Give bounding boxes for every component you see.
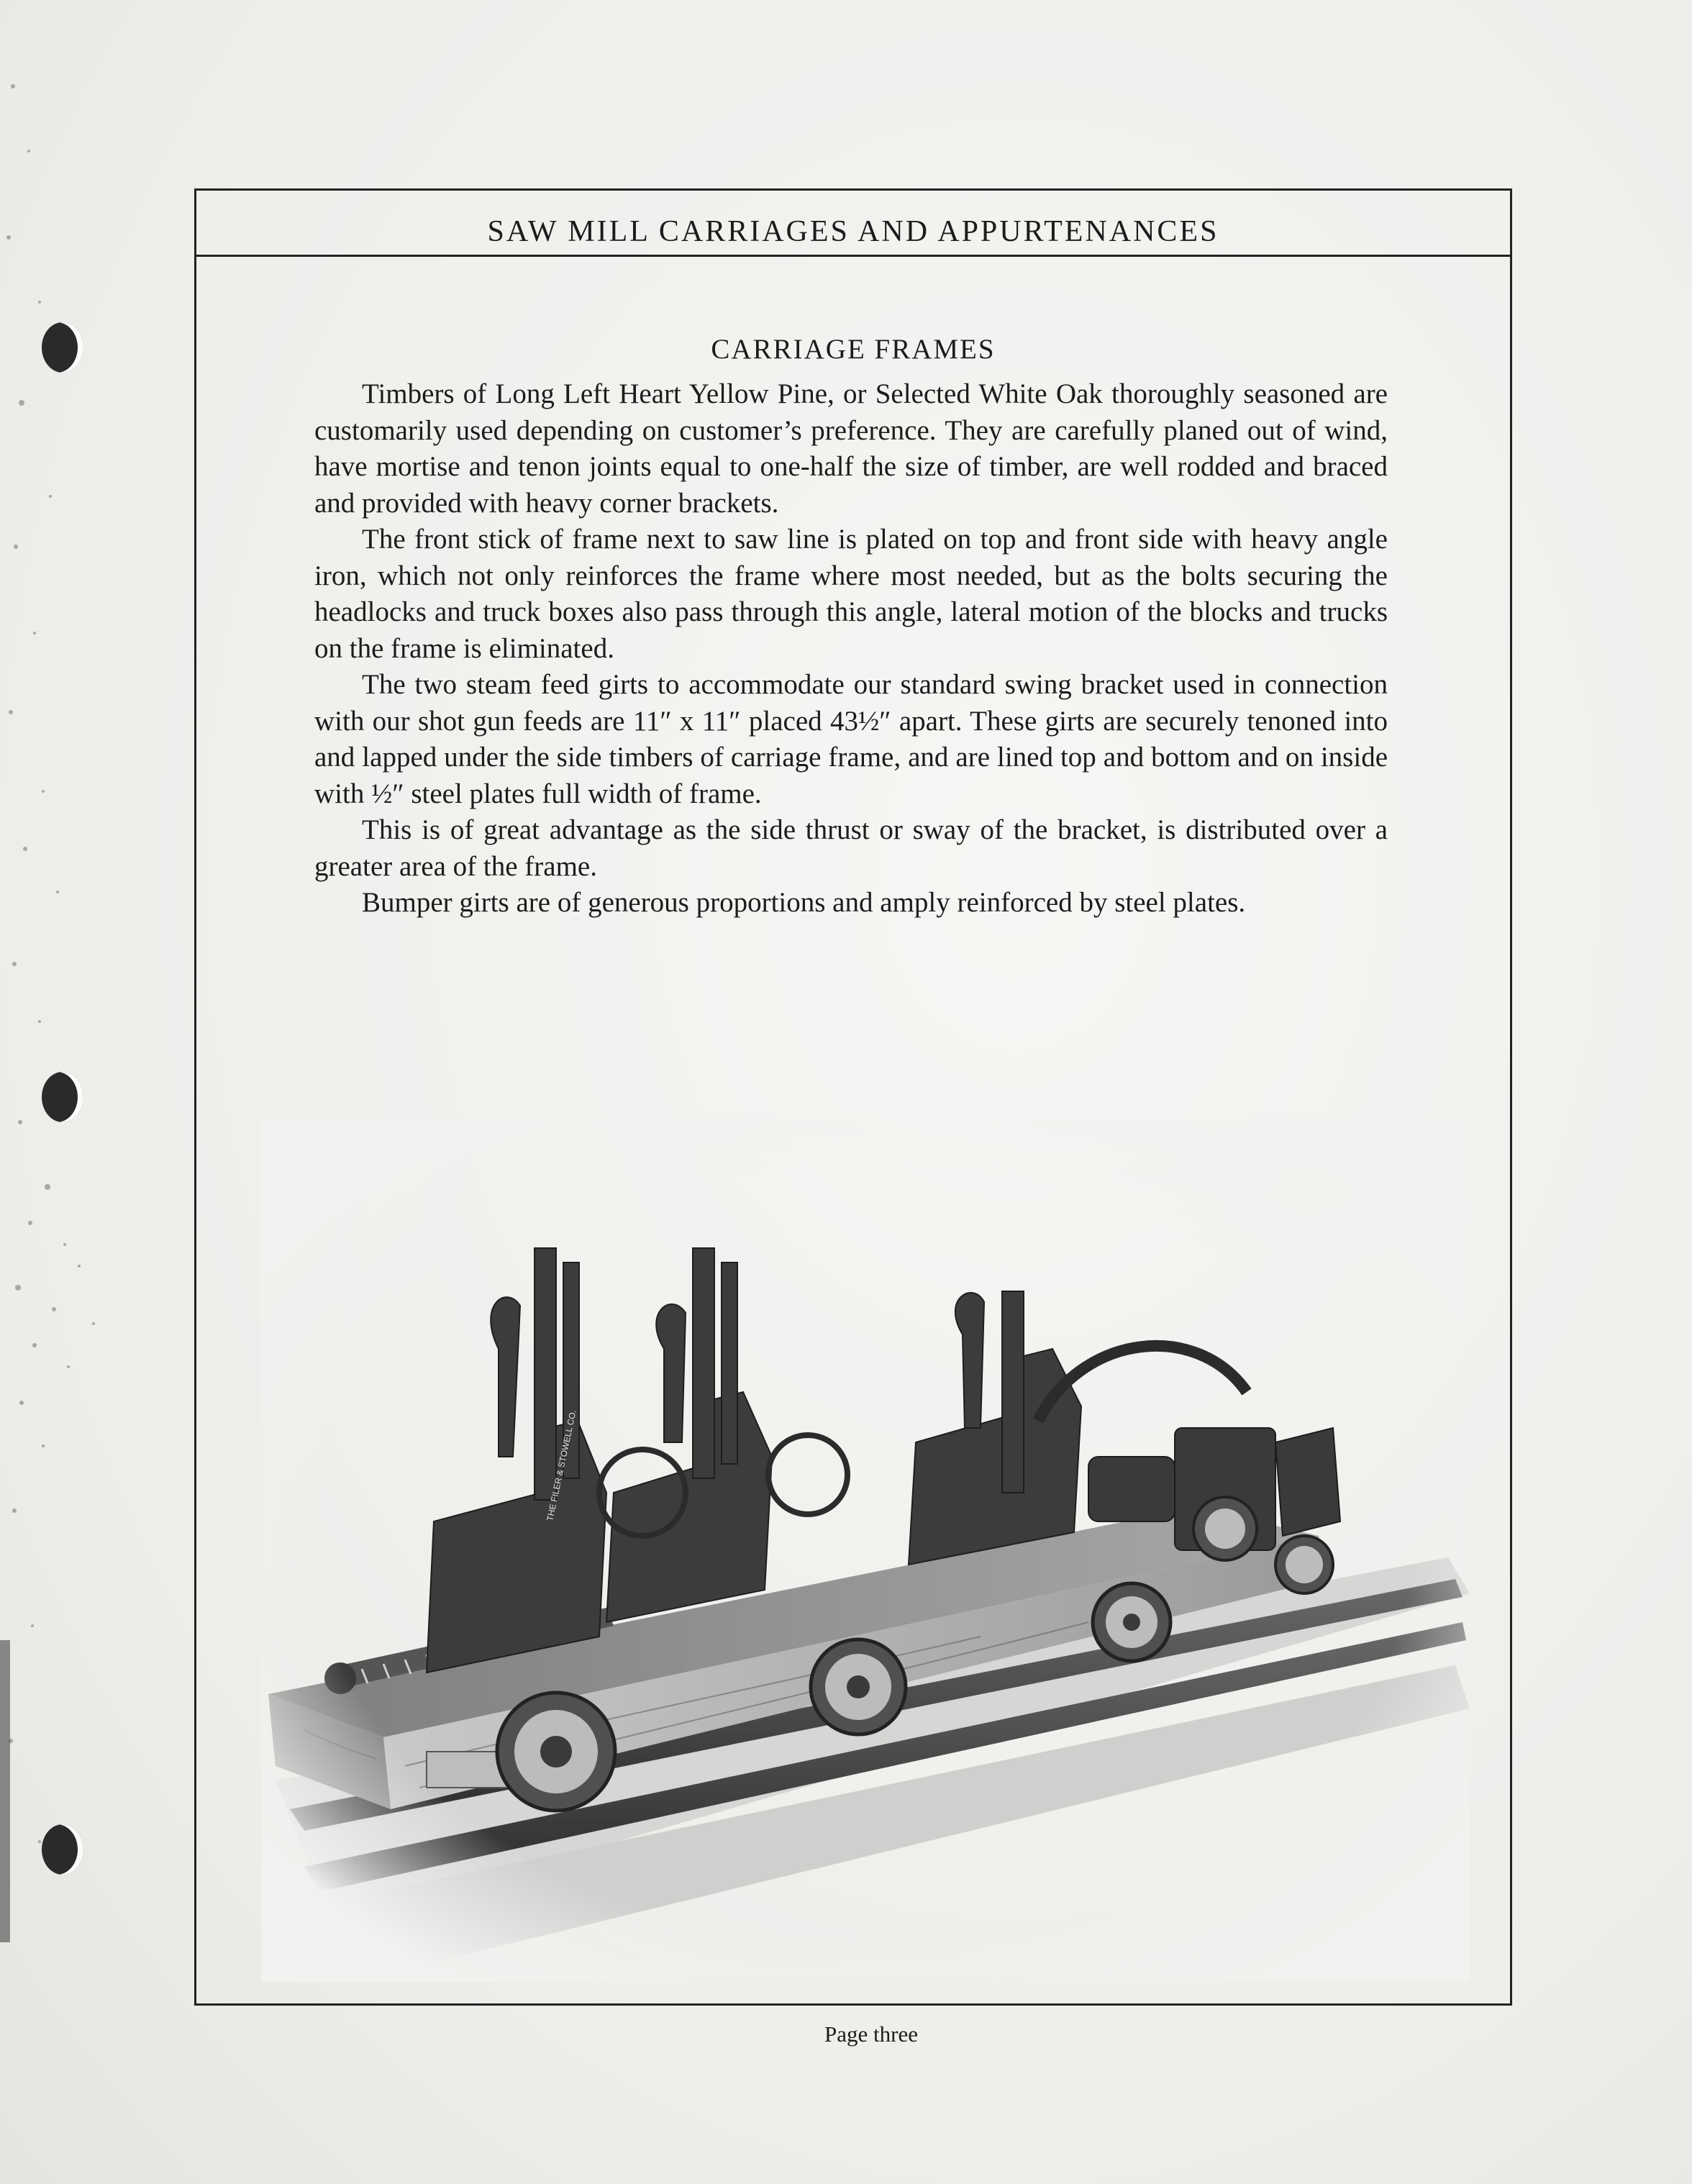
paragraph-4: This is of great advantage as the side thrust or sway of the bracket, is distributed over a greater area of the frame.: [314, 814, 1388, 882]
page-frame: [194, 188, 1512, 2006]
header-title: SAW MILL CARRIAGES AND APPURTENANCES: [487, 214, 1219, 248]
running-header: [196, 191, 1510, 257]
body-text: [314, 376, 1388, 922]
page-footer: Page three: [824, 2021, 918, 2047]
paragraph-2: The front stick of frame next to saw line is plated on top and front side with heavy angle iron, which not only reinforces the frame where most needed, but as the bolts securing the headlocks and truck boxes also pass through this angle, lateral motion of the blocks and trucks on the frame is eliminated.: [314, 524, 1388, 664]
punch-hole-top: [42, 322, 83, 373]
section-title: CARRIAGE FRAMES: [711, 334, 996, 365]
paragraph-1: Timbers of Long Left Heart Yellow Pine, or Selected White Oak thoroughly seasoned are customarily used depending on customer’s preference. They are carefully planed out of wind, have mortise and tenon joints equal to one-half the size of timber, are well rodded and braced and provided with heavy corner brackets.: [314, 378, 1388, 519]
punch-hole-middle: [42, 1072, 83, 1122]
punch-hole-bottom: [42, 1824, 83, 1875]
paragraph-5: Bumper girts are of generous proportions and amply reinforced by steel plates.: [362, 887, 1246, 918]
paragraph-3: The two steam feed girts to accommodate our standard swing bracket used in connection with our shot gun feeds are 11″ x 11″ placed 43½″ apart. These girts are securely tenoned into and lapped under the side timbers of carriage frame, and are lined top and bottom and on inside with ½″ steel plates full width of frame.: [314, 669, 1388, 809]
carriage-illustration: [261, 1119, 1470, 1982]
